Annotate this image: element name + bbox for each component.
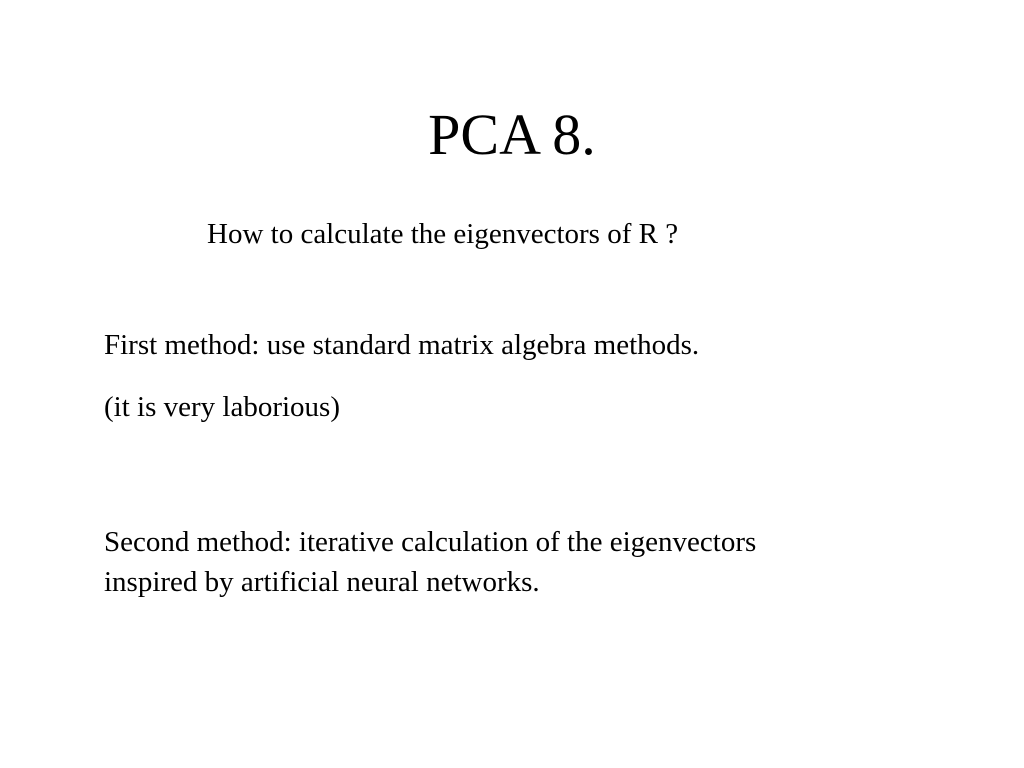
second-method-text (104, 522, 924, 602)
slide-title: PCA 8. (428, 102, 596, 167)
second-method-line-2: inspired by artificial neural networks. (104, 566, 540, 598)
first-method-text: First method: use standard matrix algebra methods. (104, 329, 700, 361)
question-text: How to calculate the eigenvectors of R ? (207, 218, 679, 250)
first-method-note: (it is very laborious) (104, 391, 340, 423)
second-method-line-1: Second method: iterative calculation of the eigenvectors (104, 526, 757, 558)
